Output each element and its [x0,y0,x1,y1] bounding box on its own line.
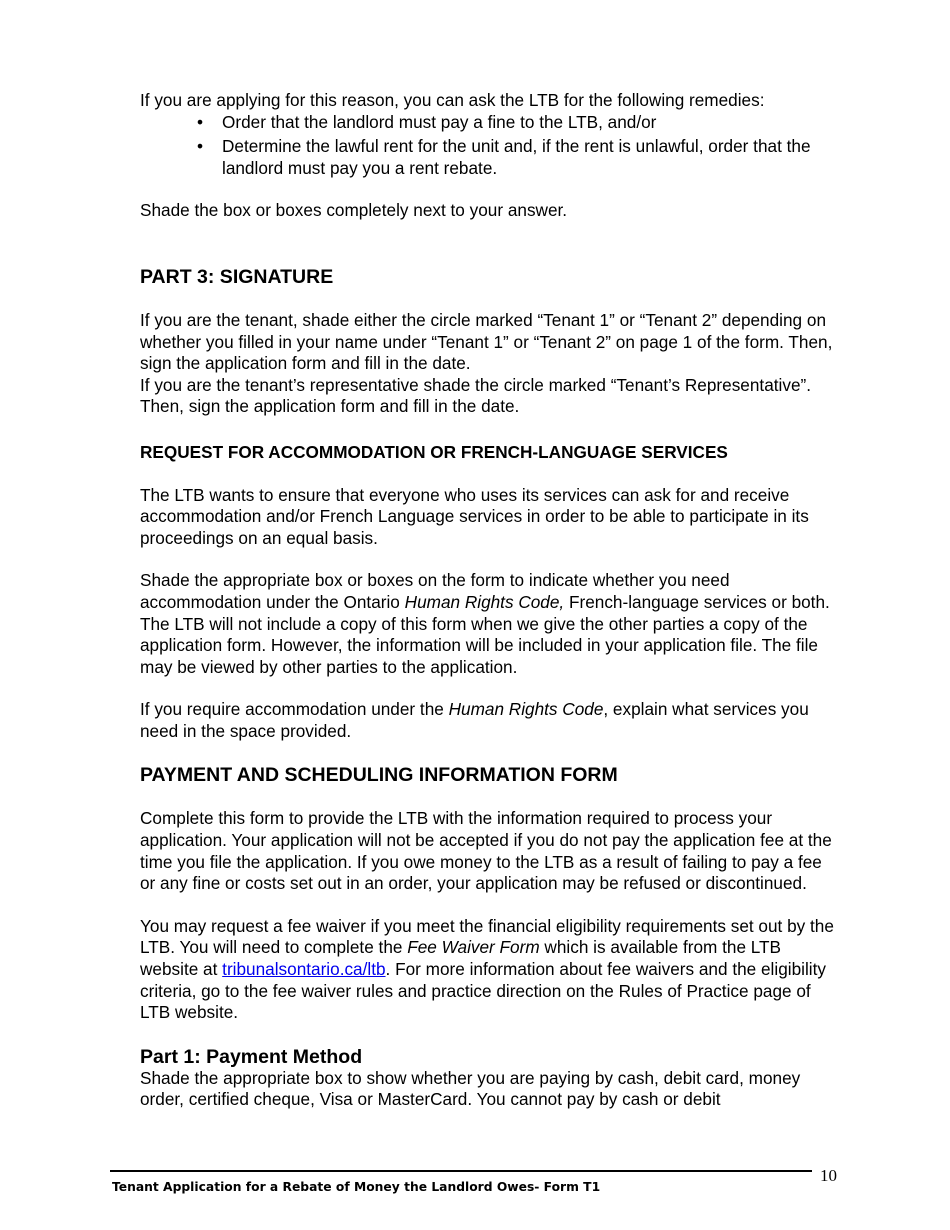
page-body [140,90,840,1111]
payment-heading: PAYMENT AND SCHEDULING INFORMATION FORM [140,764,618,787]
part1-heading: Part 1: Payment Method [140,1045,363,1068]
ltb-website-link[interactable]: tribunalsontario.ca/ltb [222,959,386,980]
list-item: • Order that the landlord must pay a fine to the LTB, and/or [140,112,840,134]
accommodation-paragraph-1: The LTB wants to ensure that everyone who uses its services can ask for and receive accommodation and/or French Language services in order to be able to participate in its proceedings on an equal basis. [140,484,809,548]
payment-paragraph-2: You may request a fee waiver if you meet the financial eligibility requirements set out by the LTB. You will need to complete the Fee Waiver Form which is available from the LTB website at tribunalsontario.ca/ltb. For more information about fee waivers and the eligibility criteria, go to the fee waiver rules and practice direction on the Rules of Practice page of LTB website. [140,915,834,1023]
footer-rule [110,1170,812,1172]
part3-heading: PART 3: SIGNATURE [140,265,334,288]
remedies-intro: If you are applying for this reason, you can ask the LTB for the following remedies: [140,90,765,110]
human-rights-code-italic: Human Rights Code, [404,591,565,612]
part1-paragraph: Shade the appropriate box to show whether you are paying by cash, debit card, money order, certified cheque, Visa or MasterCard. You cannot pay by cash or debit [140,1067,801,1110]
shade-note: Shade the box or boxes completely next to your answer. [140,200,568,221]
page-number: 10 [820,1166,837,1185]
accommodation-paragraph-3: If you require accommodation under the Human Rights Code, explain what services you need in the space provided. [140,699,809,741]
human-rights-code-italic: Human Rights Code [448,699,604,720]
list-item: • Determine the lawful rent for the unit and, if the rent is unlawful, order that the landlord must pay you a rent rebate. [140,136,840,179]
payment-paragraph-1: Complete this form to provide the LTB with the information required to process your application. Your application will not be accepted if you do not pay the application fee at the time you file the application. If you owe money to the LTB as a result of failing to pay a fee or any fine or costs set out in an order, your application may be refused or discontinued. [140,808,832,894]
accommodation-heading: REQUEST FOR ACCOMMODATION OR FRENCH-LANGUAGE SERVICES [140,441,728,462]
part3-paragraph-1: If you are the tenant, shade either the circle marked “Tenant 1” or “Tenant 2” depending on whether you filled in your name under “Tenant 1” or “Tenant 2” on page 1 of the form. Then, sign the application form and fill in the date. [140,309,833,374]
part3-paragraph-2: If you are the tenant’s representative shade the circle marked “Tenant’s Representative”. Then, sign the application form and fill in the date. [140,374,811,417]
footer-title: Tenant Application for a Rebate of Money the Landlord Owes- Form T1 [112,1180,601,1194]
accommodation-paragraph-2: Shade the appropriate box or boxes on the form to indicate whether you need accommodation under the Ontario Human Rights Code, French-language services or both. The LTB will not include a copy of this form when we give the other parties a copy of the application form. However, the information will be included in your application file. The file may be viewed by other parties to the application. [140,570,830,677]
fee-waiver-form-italic: Fee Waiver Form [407,937,540,958]
remedies-list [140,112,840,180]
